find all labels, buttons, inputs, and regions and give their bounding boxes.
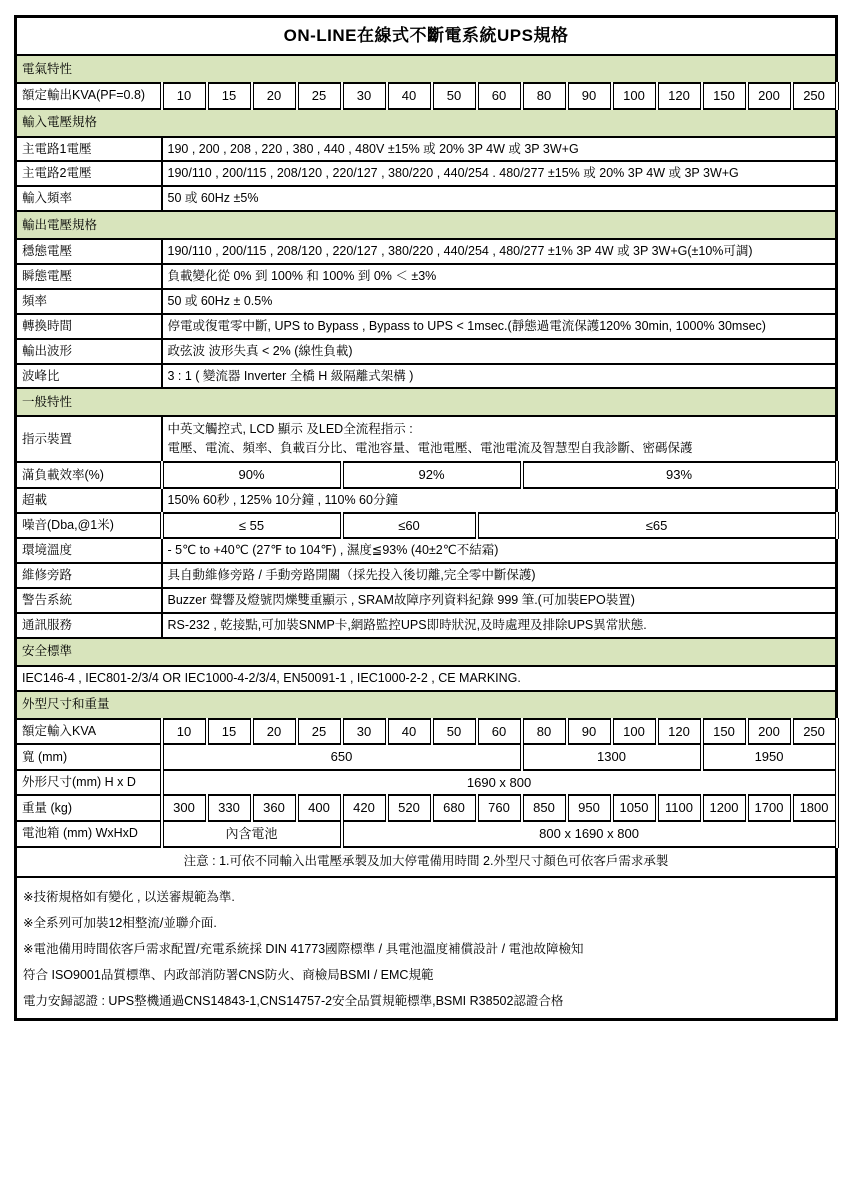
weight-cell: 400 [297, 795, 342, 821]
spec-row-weight [16, 795, 837, 821]
noise-cell: ≤65 [477, 513, 837, 539]
weight-cell: 760 [477, 795, 522, 821]
row-label: 電池箱 (mm) WxHxD [16, 821, 162, 847]
row-value: 190/110 , 200/115 , 208/120 , 220/127 , 380/220 , 440/254 , 480/277 ±1% 3P 4W 或 3P 3W+G(±10%可調) [162, 239, 837, 264]
weight-cell: 850 [522, 795, 567, 821]
kva-cell: 20 [252, 83, 297, 109]
kva-cell: 40 [387, 719, 432, 745]
kva-cell: 25 [297, 719, 342, 745]
row-label: 噪音(Dba,@1米) [16, 513, 162, 539]
kva-cell: 120 [657, 719, 702, 745]
row-label: 外形尺寸(mm) H x D [16, 770, 162, 796]
spec-row-alarm-system [16, 588, 837, 613]
note-row [16, 847, 837, 877]
spec-row-overload [16, 488, 837, 513]
spec-row-efficiency [16, 462, 837, 488]
weight-cell: 1050 [612, 795, 657, 821]
kva-cell: 120 [657, 83, 702, 109]
weight-cell: 360 [252, 795, 297, 821]
row-value: 190/110 , 200/115 , 208/120 , 220/127 , 380/220 , 440/254 . 480/277 ±15% 或 20% 3P 4W 或 3P 3W+G [162, 161, 837, 186]
section-header-safety: 安全標準 [16, 638, 837, 666]
width-cell: 1950 [702, 744, 837, 770]
note-text: 注意 : 1.可依不同輸入出電壓承製及加大停電備用時間 2.外型尺寸顏色可依客戶需求承製 [16, 847, 837, 877]
rated-output-kva-row [16, 83, 837, 109]
row-label: 轉換時間 [16, 314, 162, 339]
row-value: 停電或復電零中斷, UPS to Bypass , Bypass to UPS < 1msec.(靜態過電流保護120% 30min, 1000% 30msec) [162, 314, 837, 339]
row-label: 環境溫度 [16, 538, 162, 563]
kva-cell: 25 [297, 83, 342, 109]
noise-cell: ≤ 55 [162, 513, 342, 539]
spec-row-maintenance-bypass [16, 563, 837, 588]
row-label: 額定輸入KVA [16, 719, 162, 745]
spec-sheet [14, 15, 835, 1021]
spec-row-main-circuit-2 [16, 161, 837, 186]
weight-cell: 1100 [657, 795, 702, 821]
row-label: 主電路2電壓 [16, 161, 162, 186]
section-header-electrical: 電氣特性 [16, 55, 837, 83]
efficiency-cell: 90% [162, 462, 342, 488]
kva-cell: 250 [792, 83, 837, 109]
battery-cell: 內含電池 [162, 821, 342, 847]
spec-row-ambient-temperature [16, 538, 837, 563]
row-label: 波峰比 [16, 364, 162, 389]
kva-cell: 50 [432, 83, 477, 109]
weight-cell: 420 [342, 795, 387, 821]
indicator-line-1: 中英文觸控式, LCD 顯示 及LED全流程指示 : [167, 422, 413, 437]
safety-standards-value: IEC146-4 , IEC801-2/3/4 OR IEC1000-4-2/3/4, EN50091-1 , IEC1000-2-2 , CE MARKING. [16, 666, 837, 691]
row-value: 150% 60秒 , 125% 10分鐘 , 110% 60分鐘 [162, 488, 837, 513]
row-label: 指示裝置 [16, 416, 162, 462]
row-label: 通訊服務 [16, 613, 162, 638]
weight-cell: 680 [432, 795, 477, 821]
row-value [162, 416, 837, 462]
spec-row-crest-factor [16, 364, 837, 389]
footnote-line: ※全系列可加裝12相整流/並聯介面. [23, 915, 217, 930]
row-value: 3 : 1 ( 變流器 Inverter 全橋 H 級隔離式架構 ) [162, 364, 837, 389]
row-value: 50 或 60Hz ±5% [162, 186, 837, 211]
spec-row-noise [16, 513, 837, 539]
efficiency-cell: 93% [522, 462, 837, 488]
kva-cell: 200 [747, 83, 792, 109]
kva-cell: 150 [702, 83, 747, 109]
kva-cell: 15 [207, 719, 252, 745]
section-output [16, 211, 837, 239]
row-label: 輸出波形 [16, 339, 162, 364]
section-header-general: 一般特性 [16, 388, 837, 416]
row-value: Buzzer 聲響及燈號閃爍雙重顯示 , SRAM故障序列資料紀錄 999 筆.(可加裝EPO裝置) [162, 588, 837, 613]
kva-cell: 60 [477, 83, 522, 109]
rated-input-kva-row [16, 719, 837, 745]
kva-cell: 90 [567, 83, 612, 109]
spec-row-communication [16, 613, 837, 638]
section-electrical [16, 55, 837, 83]
spec-row-output-waveform [16, 339, 837, 364]
indicator-line-2: 電壓、電流、頻率、負載百分比、電池容量、電池電壓、電池電流及智慧型自我診斷、密碼保護 [167, 441, 693, 456]
footnotes-block [16, 877, 837, 1020]
row-value: - 5℃ to +40℃ (27℉ to 104℉) , 濕度≦93% (40±2℃不結霜) [162, 538, 837, 563]
row-label: 輸入頻率 [16, 186, 162, 211]
footnote-line: 符合 ISO9001品質標準、内政部消防署CNS防火、商檢局BSMI / EMC規範 [23, 967, 434, 982]
spec-row-transfer-time [16, 314, 837, 339]
row-label: 額定輸出KVA(PF=0.8) [16, 83, 162, 109]
page-title: ON-LINE在線式不斷電系統UPS規格 [16, 17, 837, 56]
row-value: 負載變化從 0% 到 100% 和 100% 到 0% ＜ ±3% [162, 264, 837, 289]
row-value: 50 或 60Hz ± 0.5% [162, 289, 837, 314]
weight-cell: 950 [567, 795, 612, 821]
kva-cell: 15 [207, 83, 252, 109]
noise-cell: ≤60 [342, 513, 477, 539]
spec-row-battery-box [16, 821, 837, 847]
row-value: 具自動維修旁路 / 手動旁路開關（採先投入後切離,完全零中斷保護) [162, 563, 837, 588]
kva-cell: 40 [387, 83, 432, 109]
row-label: 滿負載效率(%) [16, 462, 162, 488]
section-input [16, 109, 837, 137]
spec-row-hxd [16, 770, 837, 796]
spec-row-indicator [16, 416, 837, 462]
row-value: 政弦波 波形失真 < 2% (線性負載) [162, 339, 837, 364]
kva-cell: 20 [252, 719, 297, 745]
kva-cell: 10 [162, 719, 207, 745]
row-label: 重量 (kg) [16, 795, 162, 821]
row-label: 穩態電壓 [16, 239, 162, 264]
kva-cell: 50 [432, 719, 477, 745]
row-value: RS-232 , 乾接點,可加裝SNMP卡,網路監控UPS即時狀況,及時處理及排除UPS異常狀態. [162, 613, 837, 638]
spec-row-steady-voltage [16, 239, 837, 264]
spec-row-main-circuit-1 [16, 137, 837, 162]
kva-cell: 200 [747, 719, 792, 745]
kva-cell: 100 [612, 719, 657, 745]
row-label: 主電路1電壓 [16, 137, 162, 162]
width-cell: 1300 [522, 744, 702, 770]
kva-cell: 250 [792, 719, 837, 745]
kva-cell: 150 [702, 719, 747, 745]
row-label: 頻率 [16, 289, 162, 314]
section-safety [16, 638, 837, 666]
kva-cell: 30 [342, 719, 387, 745]
row-label: 瞬態電壓 [16, 264, 162, 289]
weight-cell: 1200 [702, 795, 747, 821]
weight-cell: 1800 [792, 795, 837, 821]
weight-cell: 330 [207, 795, 252, 821]
kva-cell: 100 [612, 83, 657, 109]
section-header-dimensions: 外型尺寸和重量 [16, 691, 837, 719]
hxd-cell: 1690 x 800 [162, 770, 837, 796]
kva-cell: 60 [477, 719, 522, 745]
battery-cell: 800 x 1690 x 800 [342, 821, 837, 847]
row-label: 超載 [16, 488, 162, 513]
row-label: 寬 (mm) [16, 744, 162, 770]
section-general [16, 388, 837, 416]
title-row [16, 17, 837, 56]
efficiency-cell: 92% [342, 462, 522, 488]
weight-cell: 300 [162, 795, 207, 821]
footnotes-row [16, 877, 837, 1020]
spec-row-safety-standards [16, 666, 837, 691]
row-label: 維修旁路 [16, 563, 162, 588]
section-header-output: 輸出電壓規格 [16, 211, 837, 239]
spec-row-input-frequency [16, 186, 837, 211]
weight-cell: 520 [387, 795, 432, 821]
row-value: 190 , 200 , 208 , 220 , 380 , 440 , 480V ±15% 或 20% 3P 4W 或 3P 3W+G [162, 137, 837, 162]
row-label: 警告系統 [16, 588, 162, 613]
kva-cell: 10 [162, 83, 207, 109]
section-dimensions [16, 691, 837, 719]
spec-row-width [16, 744, 837, 770]
kva-cell: 30 [342, 83, 387, 109]
footnote-line: 電力安歸認證 : UPS整機通過CNS14843-1,CNS14757-2安全品質規範標準,BSMI R38502認證合格 [23, 993, 564, 1008]
kva-cell: 80 [522, 719, 567, 745]
spec-row-transient-voltage [16, 264, 837, 289]
width-cell: 650 [162, 744, 522, 770]
ups-spec-table [14, 15, 839, 1021]
section-header-input: 輸入電壓規格 [16, 109, 837, 137]
spec-row-output-frequency [16, 289, 837, 314]
footnote-line: ※電池備用時間依客戶需求配置/充電系統採 DIN 41773國際標準 / 具電池溫度補償設計 / 電池故障檢知 [23, 941, 584, 956]
kva-cell: 90 [567, 719, 612, 745]
weight-cell: 1700 [747, 795, 792, 821]
kva-cell: 80 [522, 83, 567, 109]
footnote-line: ※技術規格如有變化 , 以送審規範為準. [23, 889, 235, 904]
